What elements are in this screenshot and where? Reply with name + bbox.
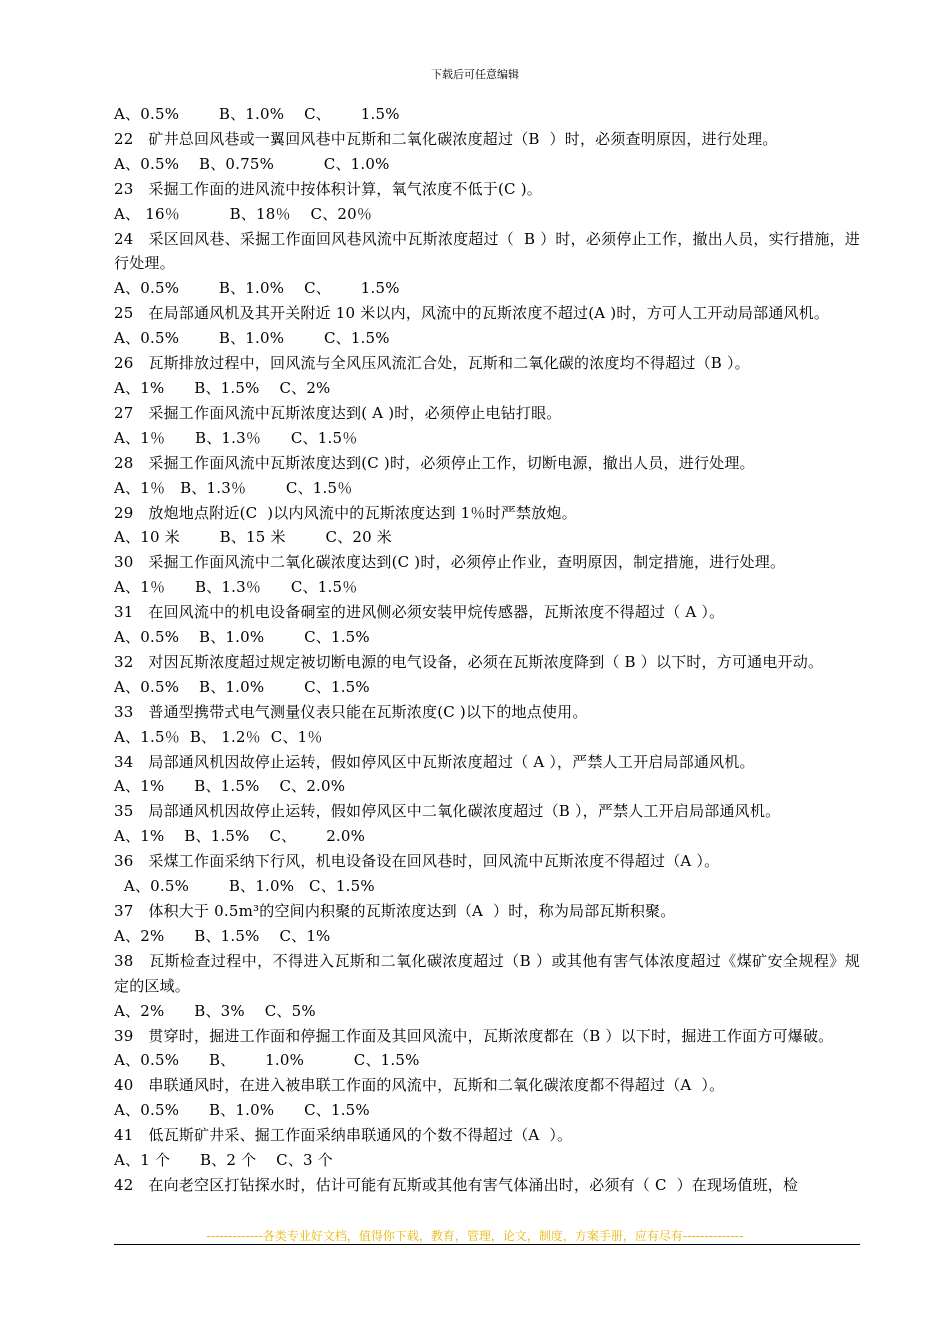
document-line: 28 采掘工作面风流中瓦斯浓度达到(C )时，必须停止工作，切断电源，撤出人员，进行处理。	[114, 453, 755, 472]
document-line: A、0.5% B、1.0% C、1.5%	[114, 677, 370, 696]
document-line: 29 放炮地点附近(C )以内风流中的瓦斯浓度达到 1％时严禁放炮。	[114, 503, 577, 522]
document-line: A、1% B、1.5% C、 2.0%	[114, 827, 366, 846]
document-line: A、10 米 B、15 米 C、20 米	[114, 528, 392, 547]
document-line: 33 普通型携带式电气测量仪表只能在瓦斯浓度(C )以下的地点使用。	[114, 702, 588, 721]
document-line: A、0.5% B、1.0% C、1.5%	[114, 628, 370, 647]
document-line: 26 瓦斯排放过程中，回风流与全风压风流汇合处，瓦斯和二氧化碳的浓度均不得超过（B ）。	[114, 354, 750, 373]
footer-banner: -------------各类专业好文档，值得你下载，教育，管理，论文，制度，方案手册，应有尽有--------------	[206, 1229, 744, 1243]
document-line: A、1% B、1.5% C、2%	[114, 378, 331, 397]
document-line: 39 贯穿时，掘进工作面和停掘工作面及其回风流中，瓦斯浓度都在（B ）以下时，掘进工作面方可爆破。	[114, 1026, 834, 1045]
document-line: 37 体积大于 0.5m³的空间内积聚的瓦斯浓度达到（A ）时，称为局部瓦斯积聚。	[114, 902, 676, 920]
document-line: A、2% B、1.5% C、1%	[114, 926, 331, 945]
document-line: A、1％ B、1.3％ C、1.5％	[114, 578, 358, 597]
document-line: 25 在局部通风机及其开关附近 10 米以内，风流中的瓦斯浓度不超过(A )时，方可人工开动局部通风机。	[114, 304, 830, 323]
document-line: A、0.5% B、1.0% C、1.5%	[114, 1101, 370, 1120]
document-line: 31 在回风流中的机电设备硐室的进风侧必须安装甲烷传感器，瓦斯浓度不得超过（ A ）。	[114, 603, 725, 622]
document-line: A、0.5% B、1.0% C、1.5%	[114, 329, 390, 348]
document-line: 40 串联通风时，在进入被串联工作面的风流中，瓦斯和二氧化碳浓度都不得超过（A ）。	[114, 1076, 725, 1095]
document-line: 22 矿井总回风巷或一翼回风巷中瓦斯和二氧化碳浓度超过（B ）时，必须查明原因，进行处理。	[114, 129, 778, 148]
document-line: 38 瓦斯检查过程中，不得进入瓦斯和二氧化碳浓度超过（B ）或其他有害气体浓度超过《煤矿安全规程》规定的区域。	[114, 951, 860, 995]
document-line: 27 采掘工作面风流中瓦斯浓度达到( A )时，必须停止电钻打眼。	[114, 403, 562, 422]
document-line: 23 采掘工作面的进风流中按体积计算，氧气浓度不低于(C )。	[114, 179, 542, 198]
footer-divider	[114, 1244, 860, 1245]
document-line: A、1% B、1.5% C、2.0%	[114, 777, 346, 796]
document-line: 35 局部通风机因故停止运转，假如停风区中二氧化碳浓度超过（B ），严禁人工开启局部通风机。	[114, 802, 781, 821]
document-line: 36 采煤工作面采纳下行风，机电设备设在回风巷时，回风流中瓦斯浓度不得超过（A ）。	[114, 852, 720, 871]
document-line: 42 在向老空区打钻探水时，估计可能有瓦斯或其他有害气体涌出时，必须有（ C ）在现场值班，检	[114, 1175, 799, 1194]
document-line: 32 对因瓦斯浓度超过规定被切断电源的电气设备，必须在瓦斯浓度降到（ B ）以下时，方可通电开动。	[114, 652, 824, 671]
document-line: A、0.5% B、 1.0% C、1.5%	[114, 1051, 420, 1070]
document-line: 30 采掘工作面风流中二氧化碳浓度达到(C )时，必须停止作业，查明原因，制定措施，进行处理。	[114, 553, 786, 572]
document-line: A、0.5% B、1.0% C、 1.5%	[114, 105, 400, 123]
document-line: A、0.5% B、1.0% C、 1.5%	[114, 279, 400, 298]
document-line: A、2% B、3% C、5%	[114, 1001, 316, 1020]
document-line: 34 局部通风机因故停止运转，假如停风区中瓦斯浓度超过（ A ），严禁人工开启局部通风机。	[114, 752, 755, 771]
document-body	[114, 102, 860, 1198]
page-header: 下载后可任意编辑	[431, 68, 519, 81]
document-line: A、0.5% B、1.0% C、1.5%	[114, 877, 375, 896]
document-line: A、0.5% B、0.75% C、1.0%	[114, 154, 390, 173]
document-line: A、1.5％ B、 1.2％ C、1％	[114, 727, 323, 746]
document-line: A、1％ B、1.3％ C、1.5％	[114, 478, 353, 497]
document-line: 24 采区回风巷、采掘工作面回风巷风流中瓦斯浓度超过（ B ）时，必须停止工作，撤出人员，实行措施，进行处理。	[114, 229, 860, 273]
document-line: 41 低瓦斯矿井采、掘工作面采纳串联通风的个数不得超过（A ）。	[114, 1126, 573, 1145]
document-line: A、1 个 B、2 个 C、3 个	[114, 1151, 333, 1170]
document-line: A、 16％ B、18％ C、20％	[114, 204, 373, 223]
document-line: A、1％ B、1.3％ C、1.5％	[114, 428, 358, 447]
